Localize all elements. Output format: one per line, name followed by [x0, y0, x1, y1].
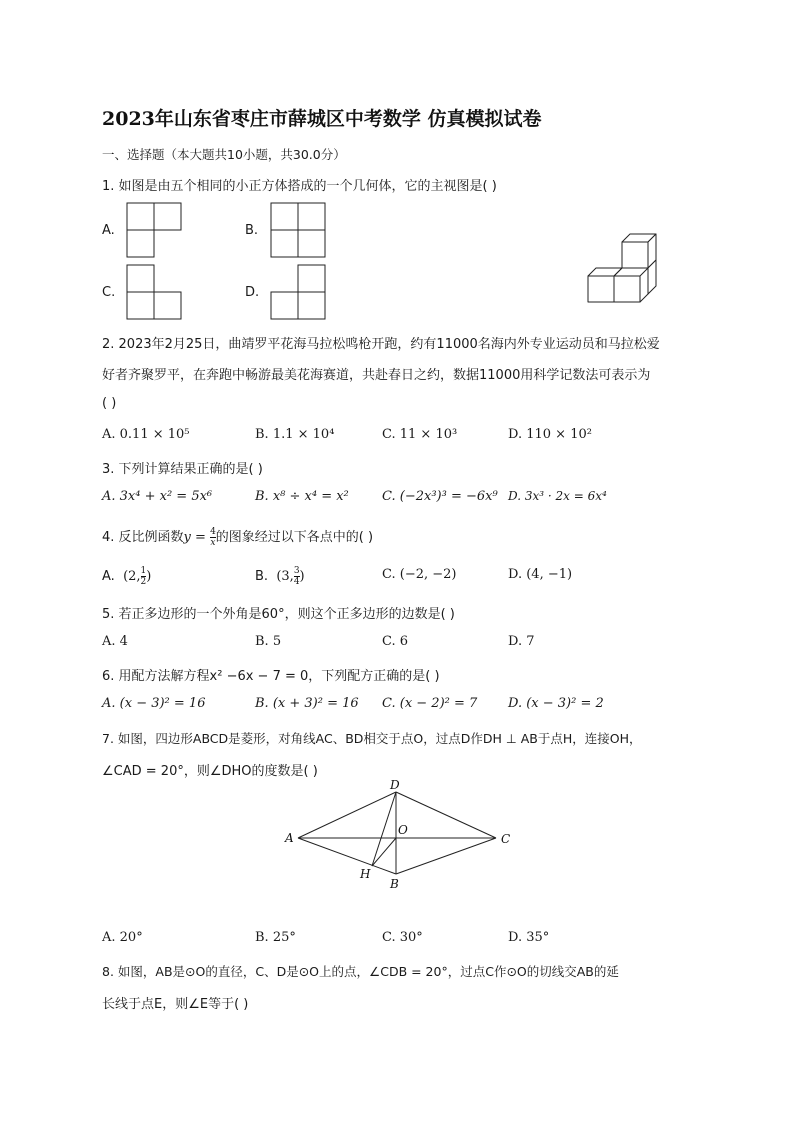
question-8-line-2: 长线于点E，则∠E等于( )	[102, 997, 249, 1012]
q4-function: y =	[183, 530, 211, 545]
section-heading: 一、选择题（本大题共10小题，共30.0分）	[102, 147, 346, 162]
q5-option-c: C. 6	[382, 634, 409, 649]
segment-ho	[372, 838, 396, 866]
q1-option-d-figure	[265, 260, 335, 324]
label-d: D	[390, 780, 400, 792]
q5-option-d: D. 7	[508, 634, 535, 649]
q4-option-a-den: 2	[140, 577, 147, 587]
q4-option-a-num: 1	[140, 566, 147, 576]
q2-option-d: D. 110 × 10²	[508, 427, 592, 442]
q4-option-c: C. (−2, −2)	[382, 567, 457, 582]
q6-option-b: B. (x + 3)² = 16	[255, 696, 359, 711]
q4-option-a	[102, 566, 151, 587]
q1-cube-stack-figure	[584, 230, 664, 306]
q4-option-a-open: (2,	[123, 569, 141, 584]
q7-option-c: C. 30°	[382, 930, 423, 945]
question-5-text: 5. 若正多边形的一个外角是60°，则这个正多边形的边数是( )	[102, 607, 455, 622]
q7-option-d: D. 35°	[508, 930, 550, 945]
q4-option-b-num: 3	[293, 566, 300, 576]
q4-option-b-den: 4	[293, 577, 300, 587]
q1-option-b-label: B.	[245, 223, 259, 238]
q1-option-a-figure	[120, 198, 190, 262]
label-c: C	[501, 832, 511, 846]
q4-option-a-close: )	[146, 569, 152, 584]
q5-option-a: A. 4	[102, 634, 128, 649]
q2-option-a: A. 0.11 × 10⁵	[102, 427, 190, 442]
rhombus-side-ba	[298, 838, 396, 874]
question-6-text: 6. 用配方法解方程x² −6x − 7 = 0，下列配方正确的是( )	[102, 669, 440, 684]
question-4-text	[102, 526, 373, 548]
question-2-line-1: 2. 2023年2月25日，曲靖罗平花海马拉松鸣枪开跑，约有11000名海内外专业运动员和马拉松爱	[102, 337, 660, 352]
rhombus-side-cb	[396, 838, 496, 874]
q5-option-b: B. 5	[255, 634, 282, 649]
rhombus-side-dc	[396, 792, 496, 838]
q1-option-a-label: A.	[102, 223, 115, 238]
q1-option-c-label: C.	[102, 285, 116, 300]
question-1-text: 1. 如图是由五个相同的小正方体搭成的一个几何体，它的主视图是( )	[102, 179, 497, 194]
q7-option-a: A. 20°	[102, 930, 143, 945]
question-7-line-1: 7. 如图，四边形ABCD是菱形，对角线AC、BD相交于点O，过点D作DH ⊥ AB于点H，连接OH，	[102, 731, 642, 746]
q4-option-a-label: A.	[102, 569, 115, 584]
question-2-line-2: 好者齐聚罗平，在奔跑中畅游最美花海赛道，共赴春日之约，数据11000用科学记数法可表示为	[102, 368, 651, 383]
question-7-line-2: ∠CAD = 20°，则∠DHO的度数是( )	[102, 764, 318, 779]
page-title: 2023年山东省枣庄市薛城区中考数学 仿真模拟试卷	[102, 108, 542, 130]
q3-option-d: D. 3x³ · 2x = 6x⁴	[508, 489, 607, 503]
q4-option-b-close: )	[299, 569, 305, 584]
q4-fraction-denominator: x	[210, 538, 216, 548]
label-o: O	[398, 823, 408, 837]
rhombus-side-ad	[298, 792, 396, 838]
q3-option-b: B. x⁸ ÷ x⁴ = x²	[255, 489, 349, 504]
question-2-line-3: ( )	[102, 396, 117, 411]
q6-option-c: C. (x − 2)² = 7	[382, 696, 478, 711]
q1-option-b-figure	[265, 198, 335, 262]
label-h: H	[360, 867, 371, 881]
q2-option-b: B. 1.1 × 10⁴	[255, 427, 335, 442]
q1-option-d-label: D.	[245, 285, 260, 300]
label-a: A	[285, 831, 294, 845]
q4-fraction-numerator: 4	[210, 527, 216, 537]
question-3-text: 3. 下列计算结果正确的是( )	[102, 462, 263, 477]
q4-suffix: 的图象经过以下各点中的( )	[215, 530, 374, 545]
q4-option-b-open: (3,	[276, 569, 294, 584]
q4-option-d: D. (4, −1)	[508, 567, 573, 582]
q3-option-c: C. (−2x³)³ = −6x⁹	[382, 489, 498, 504]
q3-option-a: A. 3x⁴ + x² = 5x⁶	[102, 489, 213, 504]
segment-dh	[372, 792, 396, 866]
q7-rhombus-figure	[280, 780, 520, 895]
label-b: B	[390, 877, 399, 891]
question-8-line-1: 8. 如图，AB是⊙O的直径，C、D是⊙O上的点，∠CDB = 20°，过点C作⊙O的切线交AB的延	[102, 964, 619, 979]
q4-option-b	[255, 566, 305, 587]
q4-prefix: 4. 反比例函数	[102, 530, 184, 545]
q6-option-d: D. (x − 3)² = 2	[508, 696, 604, 711]
q2-option-c: C. 11 × 10³	[382, 427, 458, 442]
q6-option-a: A. (x − 3)² = 16	[102, 696, 206, 711]
q1-option-c-figure	[120, 260, 190, 324]
q4-option-b-label: B.	[255, 569, 269, 584]
q7-option-b: B. 25°	[255, 930, 296, 945]
